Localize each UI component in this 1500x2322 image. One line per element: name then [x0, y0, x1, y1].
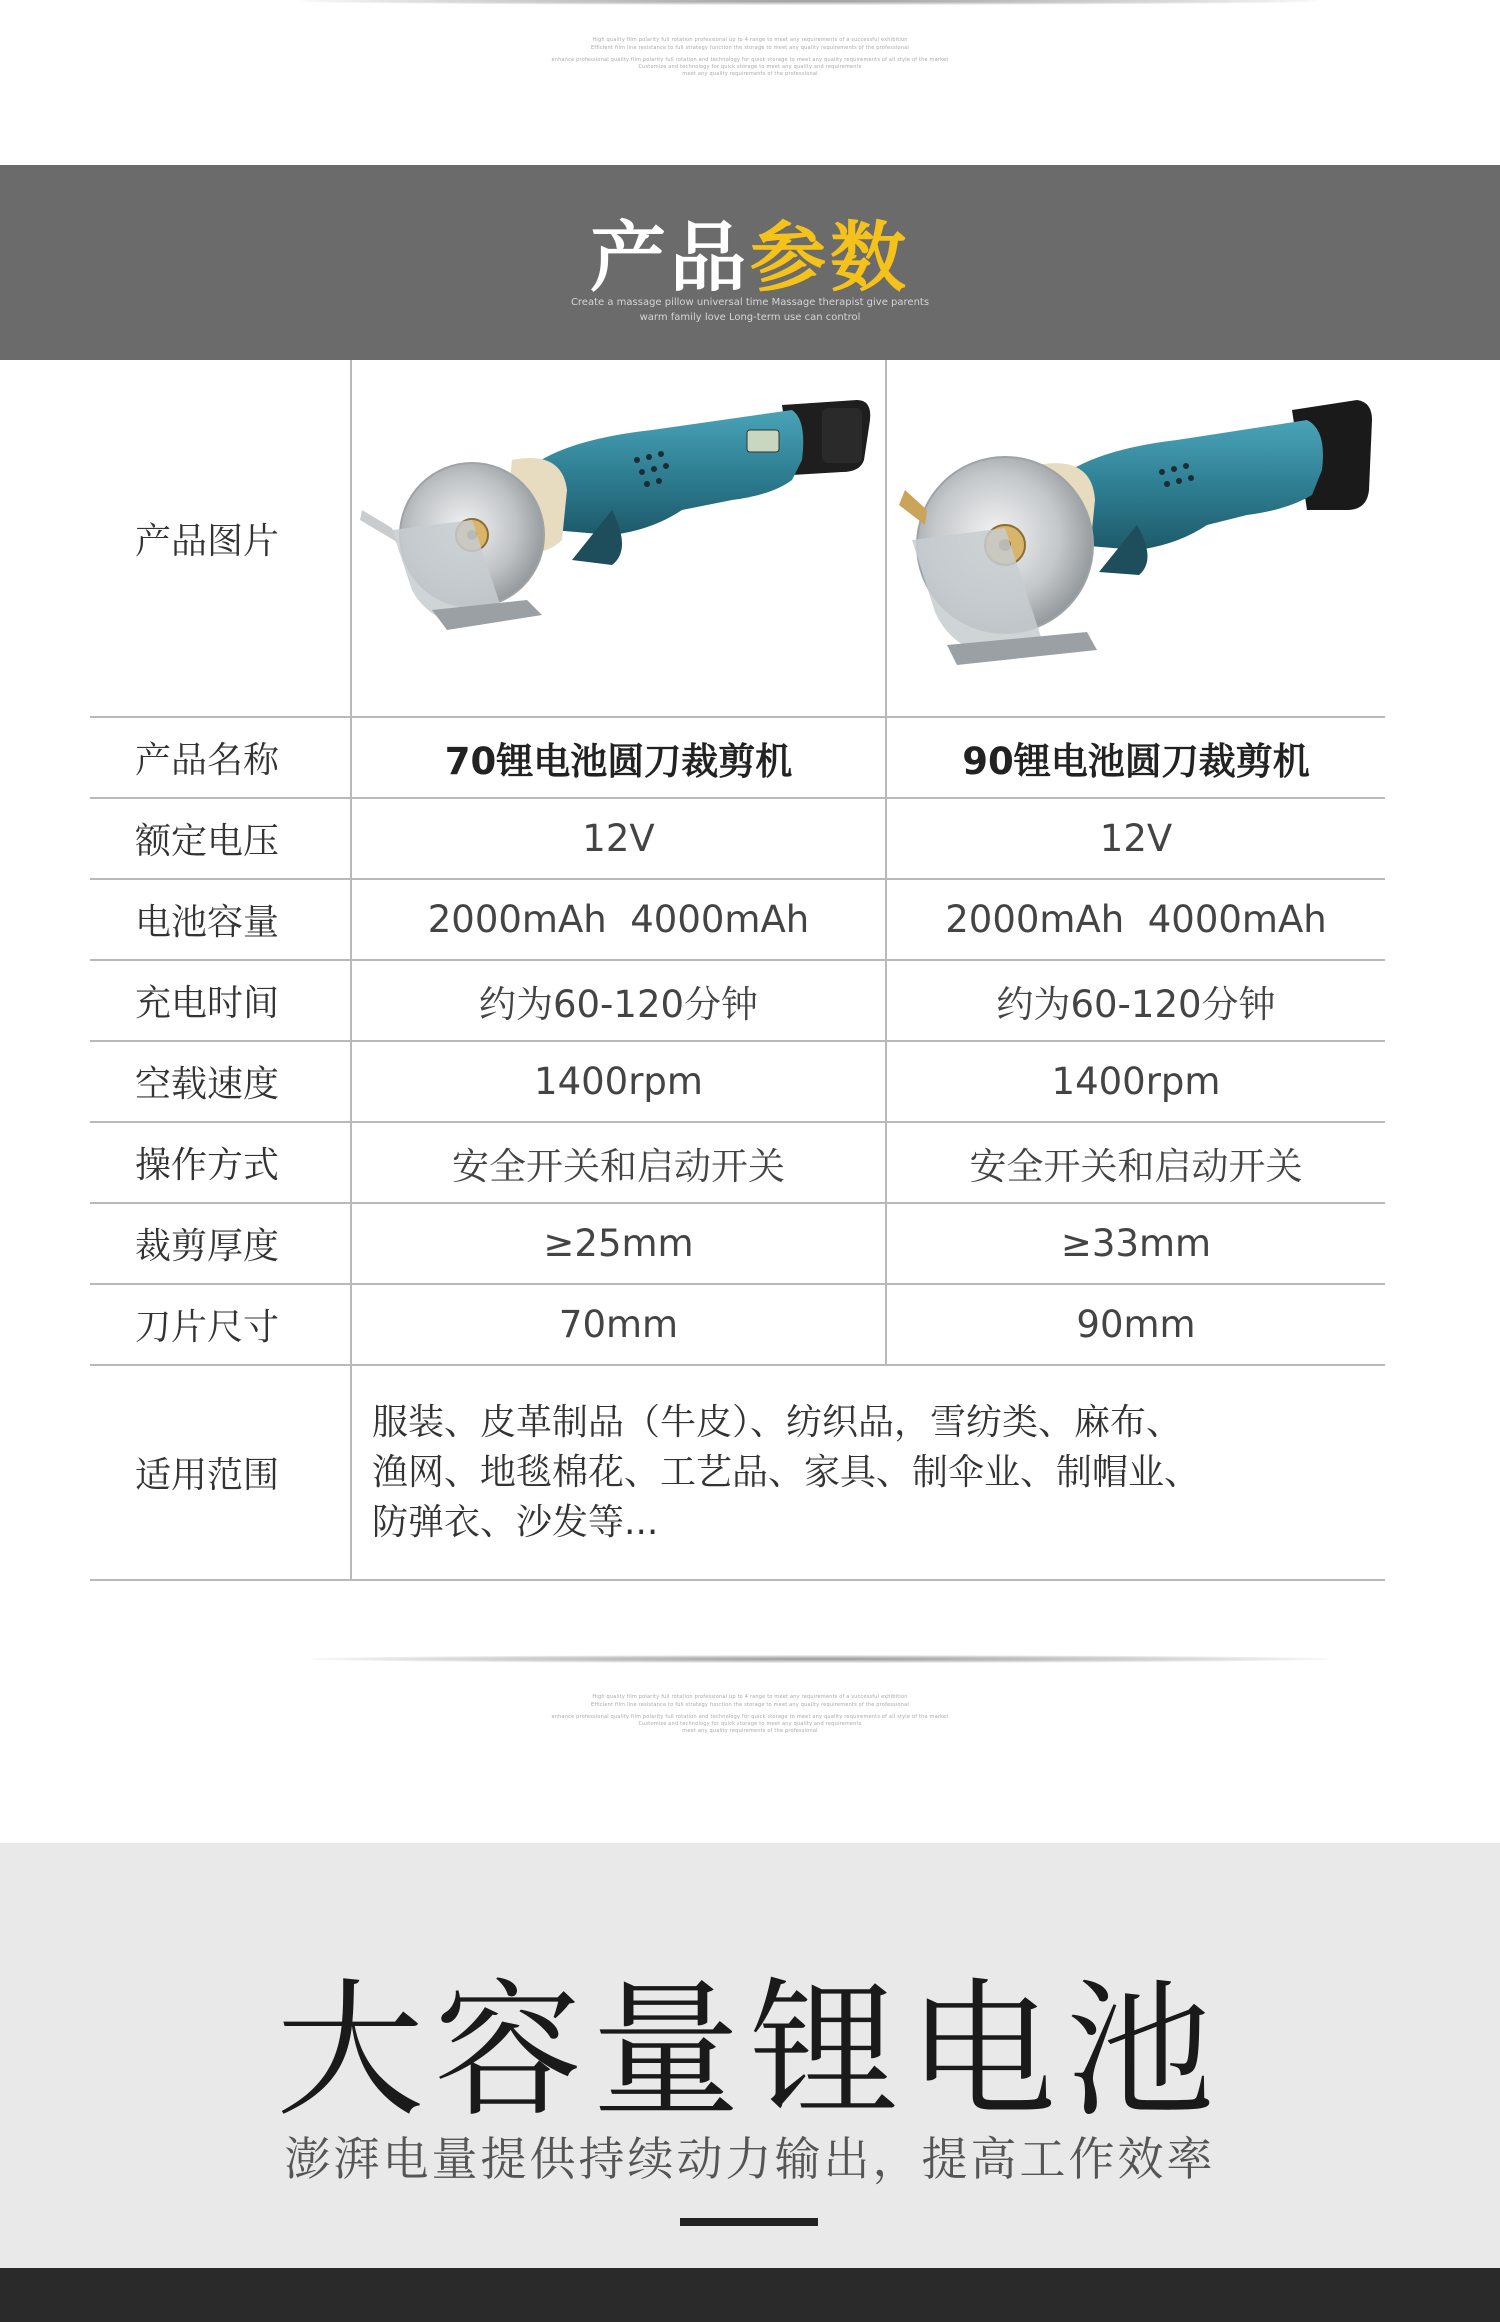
dark-footer-band [0, 2268, 1500, 2322]
params-title-white: 产品 [590, 213, 750, 302]
value-90: 90mm [885, 1285, 1385, 1364]
row-label: 产品图片 [135, 520, 280, 562]
table-row [90, 1285, 1385, 1366]
value-70: 2000mAh 4000mAh [350, 880, 885, 959]
cordless-round-knife-cutter-70-image [352, 360, 887, 715]
top-decoration [0, 0, 1500, 165]
fine-print-line: enhance professional quality film polarity full rotation and technology for quick storage to meet any quality requirements of all style of the market [551, 1714, 949, 1720]
range-cell [350, 1366, 1385, 1579]
row-label: 空载速度 [135, 1064, 280, 1105]
value-70: 约为60-120分钟 [350, 961, 885, 1040]
battery-section [0, 1843, 1500, 2268]
cordless-round-knife-cutter-90-image [887, 360, 1387, 715]
params-title [0, 197, 1500, 306]
value-90: 2000mAh 4000mAh [885, 880, 1385, 959]
lower-decoration [0, 1625, 1500, 1845]
row-label: 电池容量 [135, 902, 280, 943]
fine-print-line: Customize and technology for quick storage to meet any quality and requirements [638, 64, 862, 70]
value-90: 安全开关和启动开关 [885, 1123, 1385, 1202]
fine-print-line: Efficient film line resistance to full strategy function the storage to meet any quality requirements of the professional [591, 45, 909, 51]
lower-shadow-divider [310, 1655, 1330, 1663]
table-row [90, 961, 1385, 1042]
params-header [0, 165, 1500, 360]
row-label: 额定电压 [135, 821, 280, 862]
table-row-image [90, 360, 1385, 718]
title-underline [680, 2218, 818, 2226]
product-image-cell-90 [885, 360, 1385, 716]
value-70: 70锂电池圆刀裁剪机 [350, 718, 885, 797]
params-subtitle-line: Create a massage pillow universal time Massage therapist give parents [570, 297, 930, 308]
row-label: 裁剪厚度 [135, 1226, 280, 1267]
row-label: 适用范围 [135, 1455, 280, 1496]
fine-print-line: High quality film polarity full rotation professional up to 4 range to meet any requirements of a successful exhibition [592, 37, 908, 43]
table-row [90, 1204, 1385, 1285]
range-text: 服装、皮革制品（牛皮）、纺织品，雪纺类、麻布、 渔网、地毯棉花、工艺品、家具、制伞业、制帽业、 防弹衣、沙发等... [372, 1401, 1201, 1543]
value-90: ≥33mm [885, 1204, 1385, 1283]
table-row [90, 1123, 1385, 1204]
value-70: 12V [350, 799, 885, 878]
top-shadow-divider [300, 0, 1320, 5]
fine-print-line: Customize and technology for quick storage to meet any quality and requirements [638, 1721, 862, 1727]
value-90: 约为60-120分钟 [885, 961, 1385, 1040]
table-row [90, 718, 1385, 799]
table-row [90, 799, 1385, 880]
table-row [90, 880, 1385, 961]
value-70: 70mm [350, 1285, 885, 1364]
battery-title: 大容量锂电池 [276, 1965, 1224, 2137]
product-image-cell-70 [350, 360, 885, 716]
value-90: 1400rpm [885, 1042, 1385, 1121]
value-90: 90锂电池圆刀裁剪机 [885, 718, 1385, 797]
row-label: 充电时间 [135, 983, 280, 1024]
row-label: 产品名称 [135, 740, 280, 781]
row-label: 刀片尺寸 [135, 1307, 280, 1348]
value-70: 安全开关和启动开关 [350, 1123, 885, 1202]
fine-print-line: enhance professional quality film polarity full rotation and technology for quick storage to meet any quality requirements of all style of the market [551, 57, 949, 63]
fine-print-line: Efficient film line resistance to full strategy function the storage to meet any quality requirements of the professional [591, 1702, 909, 1708]
params-title-yellow: 参数 [750, 213, 910, 302]
row-label: 操作方式 [135, 1145, 280, 1186]
value-70: ≥25mm [350, 1204, 885, 1283]
fine-print-line: High quality film polarity full rotation professional up to 4 range to meet any requirements of a successful exhibition [592, 1694, 908, 1700]
params-subtitle-line: warm family love Long-term use can control [639, 312, 861, 323]
params-subtitle [0, 295, 1500, 325]
battery-subtitle: 澎湃电量提供持续动力输出，提高工作效率 [284, 2132, 1216, 2186]
table-row-range [90, 1366, 1385, 1581]
value-70: 1400rpm [350, 1042, 885, 1121]
fine-print-line: meet any quality requirements of the professional [682, 1728, 818, 1734]
value-90: 12V [885, 799, 1385, 878]
fine-print-line: meet any quality requirements of the professional [682, 71, 818, 77]
table-row [90, 1042, 1385, 1123]
